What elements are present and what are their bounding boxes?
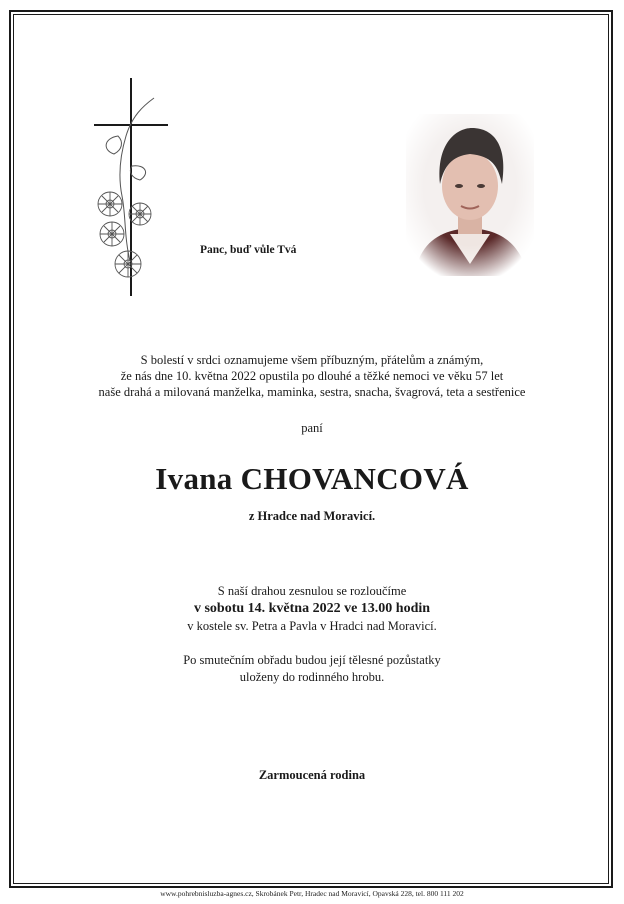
intro-paragraph <box>0 352 624 400</box>
origin-text: z Hradce nad Moravicí. <box>248 509 376 523</box>
funeral-place: v kostele sv. Petra a Pavla v Hradci nad Moravicí. <box>187 619 437 633</box>
deceased-name: Ivana CHOVANCOVÁ <box>155 461 469 496</box>
burial-line: uloženy do rodinného hrobu. <box>239 670 385 684</box>
motto-text: Panc, buď vůle Tvá <box>200 244 297 256</box>
funeral-line: S naší drahou zesnulou se rozloučíme <box>217 584 407 598</box>
footer-imprint: www.pohrebnisluzba-agnes.cz, Skrobánek Petr, Hradec nad Moravicí, Opavská 228, tel. 800 111 202 <box>160 889 464 898</box>
funeral-info <box>0 583 624 635</box>
intro-line: naše drahá a milovaná manželka, maminka, sestra, snacha, švagrová, teta a sestřenice <box>98 385 526 399</box>
salutation: paní <box>301 421 323 435</box>
signature: Zarmoucená rodina <box>258 768 366 782</box>
portrait-photo <box>406 114 534 276</box>
cross-with-flowers-icon <box>88 76 168 298</box>
burial-info <box>0 652 624 686</box>
burial-line: Po smutečním obřadu budou její tělesné pozůstatky <box>183 653 441 667</box>
intro-line: že nás dne 10. května 2022 opustila po dlouhé a těžké nemoci ve věku 57 let <box>120 369 504 383</box>
intro-line: S bolestí v srdci oznamujeme všem příbuzným, přátelům a známým, <box>140 353 484 367</box>
funeral-datetime: v sobotu 14. května 2022 ve 13.00 hodin <box>193 601 431 616</box>
